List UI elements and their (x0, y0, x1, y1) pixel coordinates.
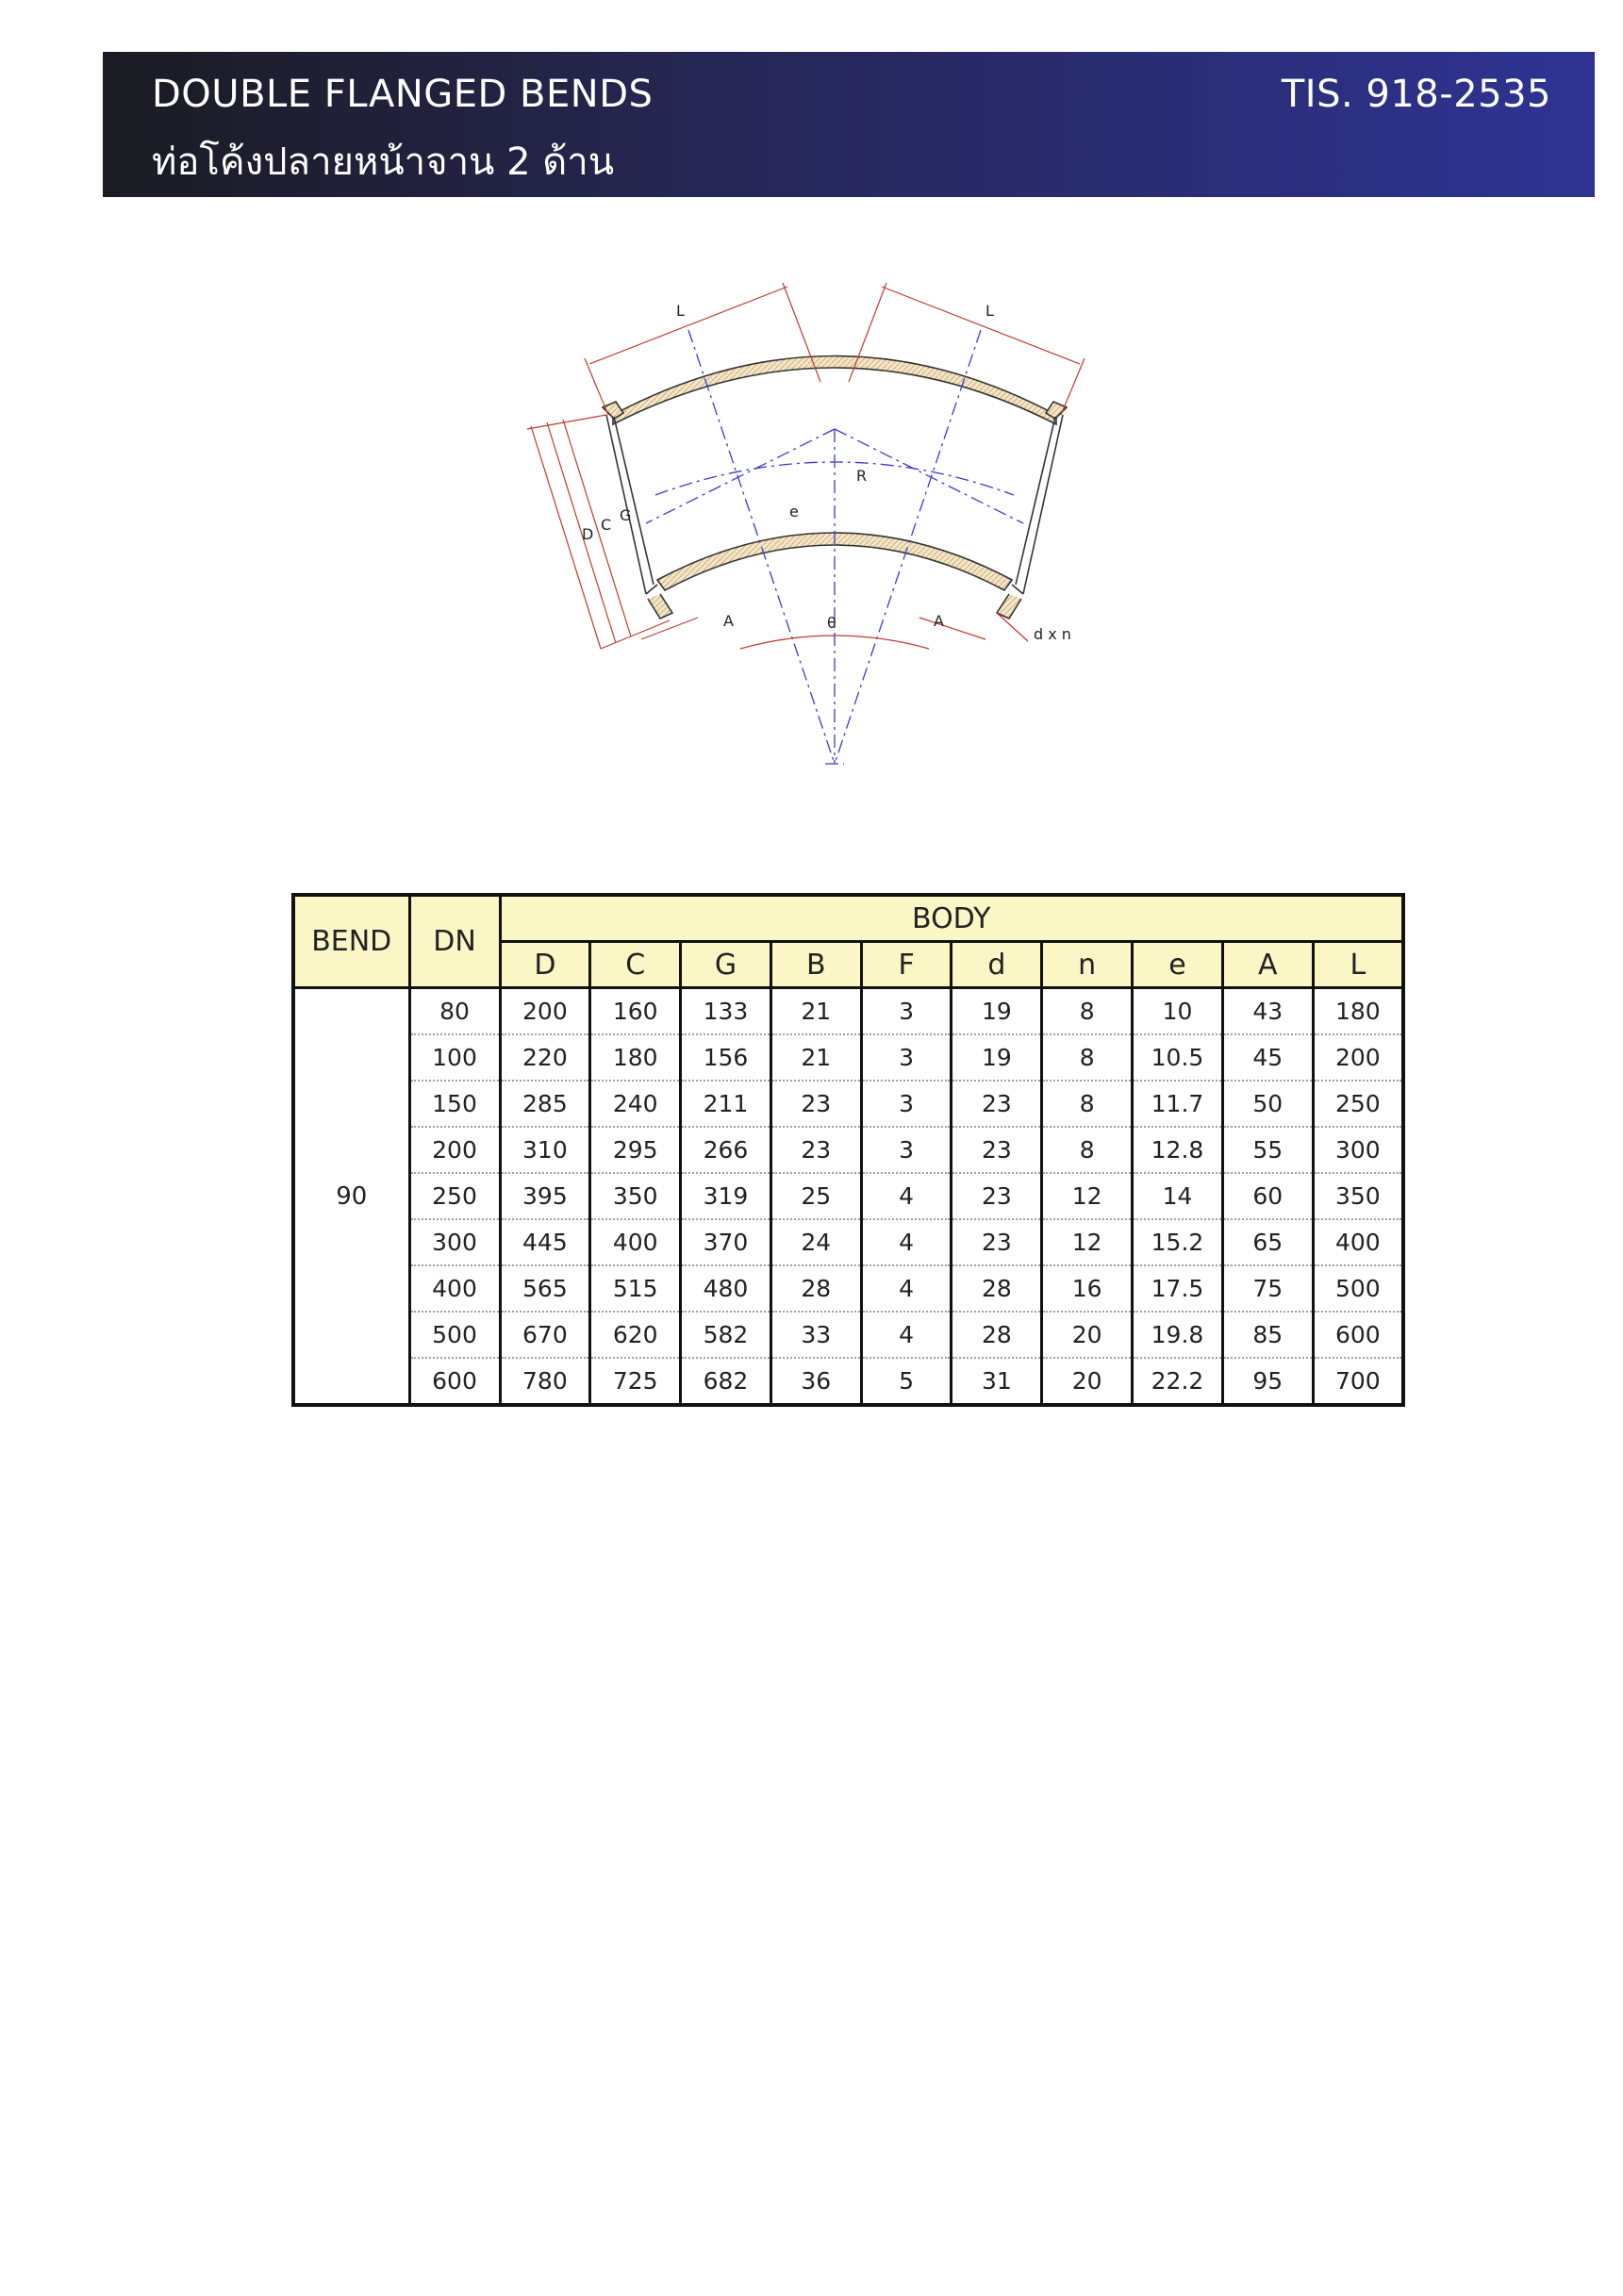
cell-F: 3 (861, 988, 952, 1035)
cell-B: 23 (770, 1127, 861, 1173)
table-row (293, 1265, 1403, 1312)
cell-L: 500 (1313, 1265, 1403, 1312)
cell-F: 3 (861, 1127, 952, 1173)
header-dn: DN (409, 895, 500, 988)
cell-C: 180 (590, 1034, 681, 1081)
label-A-right: A (934, 612, 944, 630)
header-body: BODY (500, 895, 1403, 942)
cell-A: 65 (1222, 1219, 1313, 1265)
cell-G: 156 (681, 1034, 771, 1081)
cell-n: 20 (1042, 1312, 1133, 1358)
cell-L: 600 (1313, 1312, 1403, 1358)
label-D: D (582, 525, 594, 543)
cell-G: 682 (681, 1358, 771, 1405)
page-title: DOUBLE FLANGED BENDS (152, 73, 654, 116)
cell-D: 780 (500, 1358, 590, 1405)
cell-B: 33 (770, 1312, 861, 1358)
label-L-left: L (676, 302, 685, 320)
cell-e: 11.7 (1133, 1081, 1223, 1127)
cell-A: 60 (1222, 1173, 1313, 1219)
cell-F: 4 (861, 1173, 952, 1219)
header-e: e (1133, 942, 1223, 988)
header-F: F (861, 942, 952, 988)
cell-A: 55 (1222, 1127, 1313, 1173)
header-d: d (952, 942, 1042, 988)
cell-n: 8 (1042, 1127, 1133, 1173)
header-bend: BEND (293, 895, 409, 988)
cell-G: 319 (681, 1173, 771, 1219)
cell-L: 180 (1313, 988, 1403, 1035)
cell-d: 28 (952, 1265, 1042, 1312)
label-R: R (856, 467, 868, 485)
cell-C: 160 (590, 988, 681, 1035)
cell-L: 300 (1313, 1127, 1403, 1173)
bend-technical-drawing (514, 273, 1118, 801)
label-A-left: A (723, 612, 734, 630)
cell-B: 23 (770, 1081, 861, 1127)
table-row (293, 1127, 1403, 1173)
cell-A: 75 (1222, 1265, 1313, 1312)
center-lines (646, 330, 1023, 764)
cell-d: 31 (952, 1358, 1042, 1405)
dn-cell: 150 (409, 1081, 500, 1127)
dn-cell: 400 (409, 1265, 500, 1312)
cell-D: 445 (500, 1219, 590, 1265)
bend-angle-cell: 90 (293, 988, 409, 1406)
table-row (293, 1034, 1403, 1081)
spec-table (291, 893, 1405, 1407)
header-L: L (1313, 942, 1403, 988)
header-A: A (1222, 942, 1313, 988)
cell-n: 16 (1042, 1265, 1133, 1312)
cell-e: 15.2 (1133, 1219, 1223, 1265)
cell-F: 4 (861, 1265, 952, 1312)
cell-A: 85 (1222, 1312, 1313, 1358)
cell-C: 400 (590, 1219, 681, 1265)
cell-F: 3 (861, 1081, 952, 1127)
cell-n: 12 (1042, 1173, 1133, 1219)
cell-e: 19.8 (1133, 1312, 1223, 1358)
header-banner (103, 52, 1595, 197)
table-row (293, 1219, 1403, 1265)
cell-B: 28 (770, 1265, 861, 1312)
cell-d: 23 (952, 1219, 1042, 1265)
outer-wall (613, 356, 1056, 425)
cell-C: 240 (590, 1081, 681, 1127)
dn-cell: 500 (409, 1312, 500, 1358)
cell-L: 400 (1313, 1219, 1403, 1265)
cell-D: 310 (500, 1127, 590, 1173)
header-B: B (770, 942, 861, 988)
standard-code: TIS. 918-2535 (1281, 73, 1551, 116)
cell-C: 515 (590, 1265, 681, 1312)
cell-A: 45 (1222, 1034, 1313, 1081)
cell-B: 21 (770, 988, 861, 1035)
dn-cell: 200 (409, 1127, 500, 1173)
cell-C: 295 (590, 1127, 681, 1173)
cell-C: 350 (590, 1173, 681, 1219)
cell-G: 582 (681, 1312, 771, 1358)
dn-cell: 300 (409, 1219, 500, 1265)
cell-d: 23 (952, 1081, 1042, 1127)
cell-d: 23 (952, 1127, 1042, 1173)
header-D: D (500, 942, 590, 988)
cell-G: 480 (681, 1265, 771, 1312)
cell-C: 620 (590, 1312, 681, 1358)
dn-cell: 100 (409, 1034, 500, 1081)
cell-A: 50 (1222, 1081, 1313, 1127)
cell-A: 95 (1222, 1358, 1313, 1405)
cell-d: 28 (952, 1312, 1042, 1358)
table-row (293, 988, 1403, 1035)
spec-table-body (293, 988, 1403, 1406)
cell-L: 250 (1313, 1081, 1403, 1127)
cell-d: 23 (952, 1173, 1042, 1219)
label-dxn: d x n (1034, 625, 1071, 643)
header-C: C (590, 942, 681, 988)
cell-n: 12 (1042, 1219, 1133, 1265)
cell-e: 10.5 (1133, 1034, 1223, 1081)
cell-B: 21 (770, 1034, 861, 1081)
cell-D: 285 (500, 1081, 590, 1127)
cell-L: 700 (1313, 1358, 1403, 1405)
cell-D: 670 (500, 1312, 590, 1358)
cell-n: 8 (1042, 988, 1133, 1035)
header-G: G (681, 942, 771, 988)
dn-cell: 250 (409, 1173, 500, 1219)
page-subtitle-thai: ท่อโค้งปลายหน้าจาน 2 ด้าน (152, 140, 615, 184)
cell-e: 12.8 (1133, 1127, 1223, 1173)
cell-n: 20 (1042, 1358, 1133, 1405)
dn-cell: 600 (409, 1358, 500, 1405)
cell-B: 36 (770, 1358, 861, 1405)
header-n: n (1042, 942, 1133, 988)
cell-D: 565 (500, 1265, 590, 1312)
cell-e: 14 (1133, 1173, 1223, 1219)
table-row (293, 1358, 1403, 1405)
cell-n: 8 (1042, 1034, 1133, 1081)
cell-A: 43 (1222, 988, 1313, 1035)
label-L-right: L (985, 302, 994, 320)
cell-F: 5 (861, 1358, 952, 1405)
cell-C: 725 (590, 1358, 681, 1405)
cell-B: 25 (770, 1173, 861, 1219)
dn-cell: 80 (409, 988, 500, 1035)
label-e: e (789, 503, 799, 520)
cell-F: 3 (861, 1034, 952, 1081)
cell-G: 266 (681, 1127, 771, 1173)
cell-e: 22.2 (1133, 1358, 1223, 1405)
dimension-lines (527, 283, 1085, 649)
table-row (293, 1081, 1403, 1127)
cell-e: 10 (1133, 988, 1223, 1035)
label-C: C (601, 516, 612, 534)
cell-F: 4 (861, 1219, 952, 1265)
cell-G: 133 (681, 988, 771, 1035)
label-G: G (620, 506, 632, 524)
cell-F: 4 (861, 1312, 952, 1358)
cell-B: 24 (770, 1219, 861, 1265)
table-row (293, 1312, 1403, 1358)
cell-L: 200 (1313, 1034, 1403, 1081)
cell-D: 200 (500, 988, 590, 1035)
cell-L: 350 (1313, 1173, 1403, 1219)
label-theta: θ (827, 614, 836, 632)
cell-e: 17.5 (1133, 1265, 1223, 1312)
cell-G: 370 (681, 1219, 771, 1265)
cell-d: 19 (952, 1034, 1042, 1081)
cell-d: 19 (952, 988, 1042, 1035)
cell-D: 220 (500, 1034, 590, 1081)
cell-G: 211 (681, 1081, 771, 1127)
cell-D: 395 (500, 1173, 590, 1219)
cell-n: 8 (1042, 1081, 1133, 1127)
table-row (293, 1173, 1403, 1219)
